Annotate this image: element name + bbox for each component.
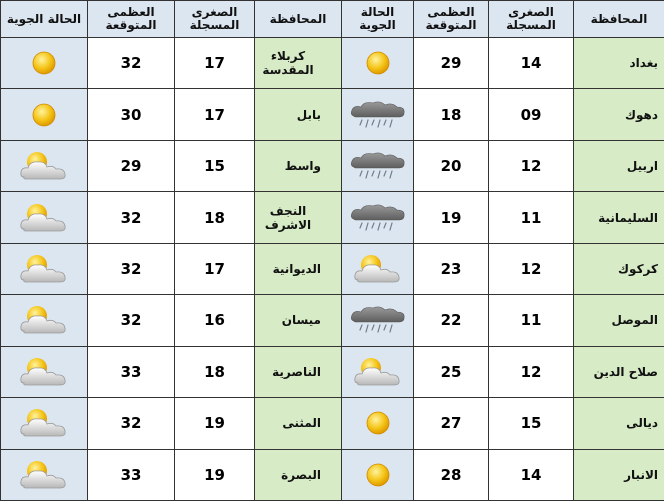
max-temp-cell: 32 [88, 295, 175, 346]
min-temp-cell: 17 [175, 38, 255, 89]
rain-cloud-icon [348, 149, 408, 183]
weather-cell [1, 295, 88, 346]
rain-cloud-icon [348, 201, 408, 235]
governorate-cell: ديالى [574, 398, 664, 449]
header-weather-right: الحالة الجوية [342, 1, 414, 38]
governorate-cell: النجف الاشرف [255, 192, 342, 243]
sunny-icon [29, 100, 59, 130]
governorate-cell: البصرة [255, 450, 342, 501]
max-temp-cell: 25 [414, 347, 489, 398]
weather-cell [1, 141, 88, 192]
governorate-cell: دهوك [574, 89, 664, 140]
min-temp-cell: 18 [175, 347, 255, 398]
governorate-cell: كركوك [574, 244, 664, 295]
weather-cell [342, 398, 414, 449]
max-temp-cell: 30 [88, 89, 175, 140]
sunny-icon [363, 460, 393, 490]
rain-cloud-icon [348, 303, 408, 337]
header-min-left: الصغرى المسجلة [175, 1, 255, 38]
min-temp-cell: 09 [489, 89, 574, 140]
header-min-right: الصغرى المسجلة [489, 1, 574, 38]
max-temp-cell: 23 [414, 244, 489, 295]
sunny-icon [363, 408, 393, 438]
governorate-cell: الديوانية [255, 244, 342, 295]
max-temp-cell: 29 [88, 141, 175, 192]
weather-cell [342, 38, 414, 89]
max-temp-cell: 22 [414, 295, 489, 346]
weather-cell [342, 244, 414, 295]
min-temp-cell: 15 [175, 141, 255, 192]
weather-cell [342, 192, 414, 243]
governorate-cell: واسط [255, 141, 342, 192]
min-temp-cell: 19 [175, 450, 255, 501]
partly-cloudy-icon [18, 458, 70, 492]
max-temp-cell: 20 [414, 141, 489, 192]
partly-cloudy-icon [18, 252, 70, 286]
governorate-cell: بغداد [574, 38, 664, 89]
governorate-cell: الموصل [574, 295, 664, 346]
max-temp-cell: 18 [414, 89, 489, 140]
governorate-cell: كربلاء المقدسة [255, 38, 342, 89]
max-temp-cell: 19 [414, 192, 489, 243]
rain-cloud-icon [348, 98, 408, 132]
max-temp-cell: 33 [88, 450, 175, 501]
governorate-cell: السليمانية [574, 192, 664, 243]
weather-cell [1, 347, 88, 398]
weather-cell [342, 89, 414, 140]
governorate-cell: ميسان [255, 295, 342, 346]
min-temp-cell: 12 [489, 347, 574, 398]
header-gov-left: المحافظة [255, 1, 342, 38]
governorate-cell: الناصرية [255, 347, 342, 398]
min-temp-cell: 11 [489, 295, 574, 346]
max-temp-cell: 32 [88, 192, 175, 243]
header-max-right: العظمى المتوقعة [414, 1, 489, 38]
min-temp-cell: 11 [489, 192, 574, 243]
max-temp-cell: 32 [88, 398, 175, 449]
governorate-cell: المثنى [255, 398, 342, 449]
partly-cloudy-icon [18, 303, 70, 337]
max-temp-cell: 27 [414, 398, 489, 449]
weather-cell [1, 398, 88, 449]
max-temp-cell: 32 [88, 38, 175, 89]
partly-cloudy-icon [18, 201, 70, 235]
weather-cell [1, 192, 88, 243]
min-temp-cell: 12 [489, 141, 574, 192]
header-gov-right: المحافظة [574, 1, 664, 38]
max-temp-cell: 28 [414, 450, 489, 501]
min-temp-cell: 19 [175, 398, 255, 449]
min-temp-cell: 17 [175, 244, 255, 295]
min-temp-cell: 14 [489, 38, 574, 89]
min-temp-cell: 15 [489, 398, 574, 449]
governorate-cell: صلاح الدين [574, 347, 664, 398]
min-temp-cell: 18 [175, 192, 255, 243]
weather-cell [342, 295, 414, 346]
min-temp-cell: 16 [175, 295, 255, 346]
sunny-icon [29, 48, 59, 78]
partly-cloudy-icon [18, 355, 70, 389]
weather-cell [342, 141, 414, 192]
governorate-cell: اربيل [574, 141, 664, 192]
header-max-left: العظمى المتوقعة [88, 1, 175, 38]
header-weather-left: الحالة الجوية [1, 1, 88, 38]
max-temp-cell: 29 [414, 38, 489, 89]
weather-cell [342, 450, 414, 501]
min-temp-cell: 17 [175, 89, 255, 140]
partly-cloudy-icon [18, 406, 70, 440]
governorate-cell: بابل [255, 89, 342, 140]
weather-cell [1, 38, 88, 89]
weather-cell [1, 450, 88, 501]
weather-cell [342, 347, 414, 398]
partly-cloudy-icon [18, 149, 70, 183]
min-temp-cell: 14 [489, 450, 574, 501]
weather-cell [1, 89, 88, 140]
governorate-cell: الانبار [574, 450, 664, 501]
max-temp-cell: 33 [88, 347, 175, 398]
weather-cell [1, 244, 88, 295]
partly-cloudy-icon [352, 355, 404, 389]
max-temp-cell: 32 [88, 244, 175, 295]
sunny-icon [363, 48, 393, 78]
partly-cloudy-icon [352, 252, 404, 286]
min-temp-cell: 12 [489, 244, 574, 295]
